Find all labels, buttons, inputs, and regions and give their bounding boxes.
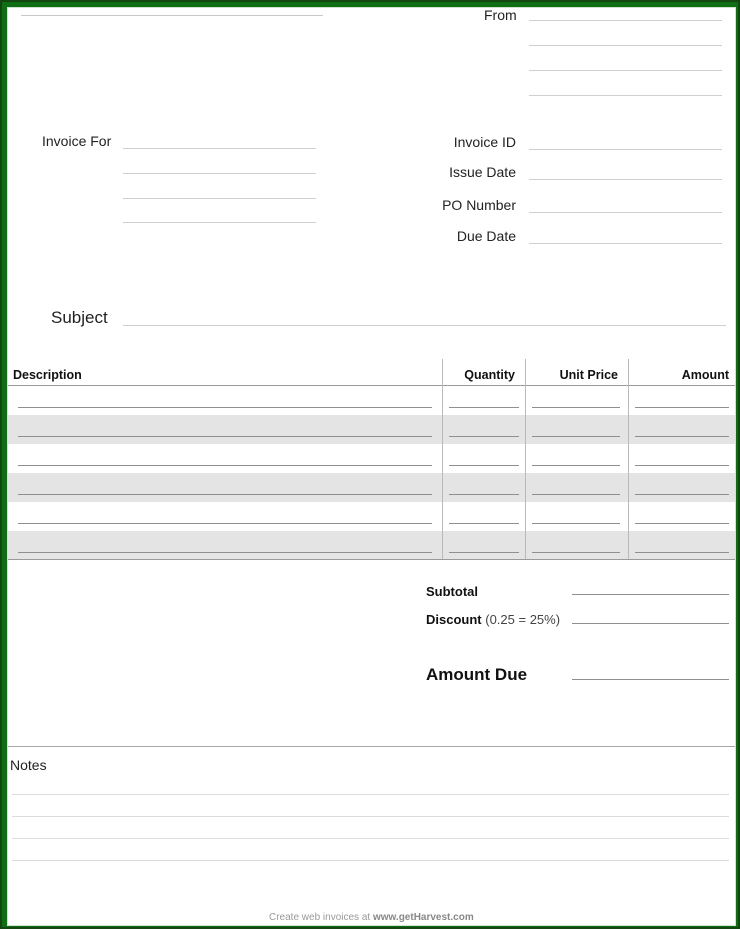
description-field[interactable] [18, 494, 432, 495]
company-name-line[interactable] [21, 15, 323, 16]
invoice-id-field[interactable] [529, 149, 722, 150]
table-row [8, 502, 736, 531]
footer-prefix: Create web invoices at [269, 912, 373, 923]
from-line-1[interactable] [529, 20, 722, 21]
quantity-field[interactable] [449, 465, 519, 466]
invoice-for-line-2[interactable] [123, 173, 316, 174]
unit-price-field[interactable] [532, 436, 620, 437]
amount-field[interactable] [635, 552, 729, 553]
from-label: From [484, 7, 517, 23]
amount-field[interactable] [635, 436, 729, 437]
notes-line-4[interactable] [12, 860, 729, 861]
subject-field[interactable] [123, 325, 726, 326]
table-row [8, 386, 736, 415]
table-row [8, 415, 736, 444]
notes-divider [8, 746, 736, 747]
unit-price-field[interactable] [532, 523, 620, 524]
col-header-description: Description [13, 368, 82, 382]
table-bottom-border [8, 559, 736, 560]
unit-price-field[interactable] [532, 552, 620, 553]
quantity-field[interactable] [449, 552, 519, 553]
notes-line-2[interactable] [12, 816, 729, 817]
notes-line-1[interactable] [12, 794, 729, 795]
table-row [8, 444, 736, 473]
col-divider [442, 359, 443, 559]
col-divider [628, 359, 629, 559]
subtotal-field[interactable] [572, 594, 729, 595]
footer-credit [269, 912, 474, 923]
po-number-label: PO Number [442, 197, 516, 213]
amount-field[interactable] [635, 494, 729, 495]
description-field[interactable] [18, 407, 432, 408]
amount-field[interactable] [635, 523, 729, 524]
col-divider [525, 359, 526, 559]
from-line-3[interactable] [529, 70, 722, 71]
subtotal-label: Subtotal [426, 584, 478, 599]
amount-due-label: Amount Due [426, 665, 528, 684]
invoice-for-line-3[interactable] [123, 198, 316, 199]
invoice-for-line-1[interactable] [123, 148, 316, 149]
quantity-field[interactable] [449, 494, 519, 495]
col-header-quantity: Quantity [464, 368, 515, 382]
notes-line-3[interactable] [12, 838, 729, 839]
due-date-field[interactable] [529, 243, 722, 244]
unit-price-field[interactable] [532, 407, 620, 408]
unit-price-field[interactable] [532, 494, 620, 495]
invoice-for-line-4[interactable] [123, 222, 316, 223]
from-line-4[interactable] [529, 95, 722, 96]
po-number-field[interactable] [529, 212, 722, 213]
col-header-amount: Amount [681, 368, 729, 382]
discount-hint: (0.25 = 25%) [485, 612, 561, 627]
description-field[interactable] [18, 523, 432, 524]
discount-label [426, 612, 560, 627]
quantity-field[interactable] [449, 523, 519, 524]
unit-price-field[interactable] [532, 465, 620, 466]
issue-date-label: Issue Date [449, 164, 516, 180]
discount-field[interactable] [572, 623, 729, 624]
invoice-id-label: Invoice ID [453, 134, 516, 150]
description-field[interactable] [18, 436, 432, 437]
amount-field[interactable] [635, 465, 729, 466]
amount-field[interactable] [635, 407, 729, 408]
invoice-sheet [7, 7, 736, 926]
due-date-label: Due Date [456, 228, 516, 244]
notes-label: Notes [10, 757, 47, 773]
table-row [8, 531, 736, 560]
discount-label-text: Discount [426, 612, 482, 627]
invoice-for-label: Invoice For [42, 133, 112, 149]
table-row [8, 473, 736, 502]
amount-due-field[interactable] [572, 679, 729, 680]
col-header-unit-price: Unit Price [559, 368, 618, 382]
description-field[interactable] [18, 465, 432, 466]
quantity-field[interactable] [449, 407, 519, 408]
issue-date-field[interactable] [529, 179, 722, 180]
footer-site-link[interactable]: www.getHarvest.com [372, 912, 474, 923]
from-line-2[interactable] [529, 45, 722, 46]
description-field[interactable] [18, 552, 432, 553]
quantity-field[interactable] [449, 436, 519, 437]
subject-label: Subject [51, 308, 108, 327]
